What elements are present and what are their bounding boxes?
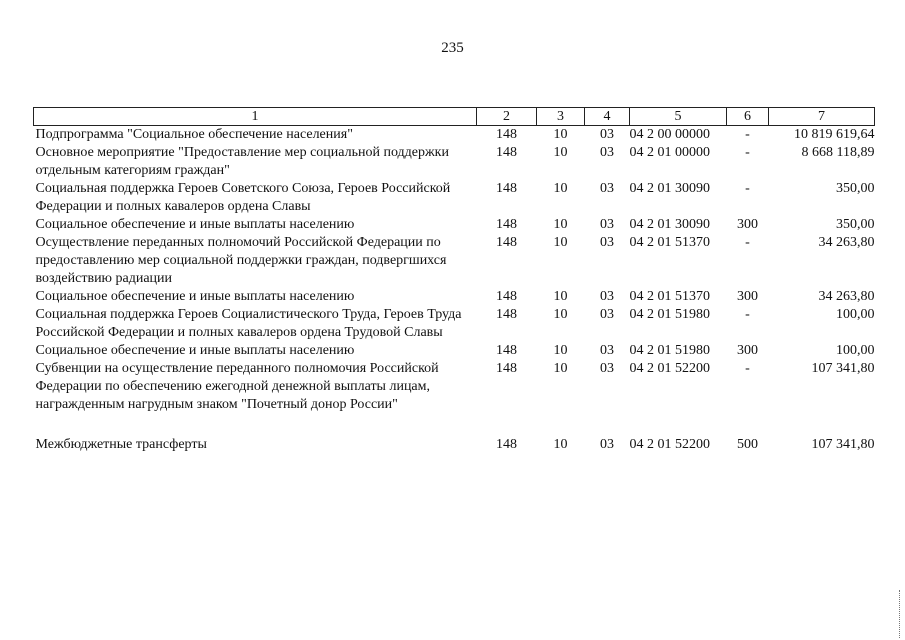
row-amount: 10 819 619,64	[794, 127, 875, 142]
row-name: Межбюджетные трансферты	[35, 437, 207, 452]
column-header: 5	[630, 108, 727, 126]
row-code-3: 10	[553, 307, 568, 322]
spacer-cell	[34, 414, 875, 436]
row-amount: 100,00	[836, 307, 875, 322]
table-spacer-row	[34, 414, 875, 436]
row-name: Социальная поддержка Героев Советского Союза, Героев Российской Федерации и полных кавалеров ордена Славы	[35, 181, 451, 214]
row-code-5: 04 2 01 51980	[629, 307, 710, 322]
table-row	[34, 306, 875, 342]
row-name: Подпрограмма "Социальное обеспечение населения"	[35, 127, 353, 142]
row-name: Осуществление переданных полномочий Российской Федерации по предоставлению мер социальной поддержки граждан, подвергшихся воздействию радиации	[35, 235, 447, 286]
column-header: 4	[585, 108, 630, 126]
row-code-3: 10	[553, 437, 568, 452]
row-code-5: 04 2 00 00000	[629, 127, 710, 142]
row-code-3: 10	[553, 217, 568, 232]
row-code-6: -	[745, 145, 750, 160]
table-row	[34, 342, 875, 360]
row-code-6: -	[745, 127, 750, 142]
row-code-5: 04 2 01 51980	[629, 343, 710, 358]
row-code-3: 10	[553, 361, 568, 376]
row-code-4: 03	[600, 181, 614, 196]
table-row	[34, 126, 875, 145]
scan-edge-marks	[899, 590, 903, 638]
row-amount: 350,00	[836, 217, 875, 232]
row-code-4: 03	[600, 145, 614, 160]
row-code-5: 04 2 01 30090	[629, 217, 710, 232]
row-code-2: 148	[496, 235, 517, 250]
row-code-2: 148	[496, 343, 517, 358]
row-name: Основное мероприятие "Предоставление мер социальной поддержки отдельным категориям граждан"	[35, 145, 449, 178]
row-code-4: 03	[600, 127, 614, 142]
row-code-2: 148	[496, 217, 517, 232]
row-code-4: 03	[600, 437, 614, 452]
budget-table	[33, 107, 875, 454]
table-row	[34, 436, 875, 454]
row-code-6: 500	[737, 437, 758, 452]
row-code-2: 148	[496, 437, 517, 452]
row-amount: 107 341,80	[811, 361, 875, 376]
row-code-3: 10	[553, 145, 568, 160]
table-row	[34, 180, 875, 216]
row-code-4: 03	[600, 343, 614, 358]
row-name: Социальное обеспечение и иные выплаты населению	[35, 217, 355, 232]
row-code-3: 10	[553, 343, 568, 358]
row-code-6: -	[745, 181, 750, 196]
row-code-2: 148	[496, 289, 517, 304]
row-code-2: 148	[496, 361, 517, 376]
row-amount: 8 668 118,89	[801, 145, 875, 160]
row-code-6: -	[745, 307, 750, 322]
row-code-2: 148	[496, 307, 517, 322]
row-code-3: 10	[553, 181, 568, 196]
row-code-4: 03	[600, 361, 614, 376]
column-header: 1	[34, 108, 477, 126]
row-code-3: 10	[553, 127, 568, 142]
row-name: Социальное обеспечение и иные выплаты населению	[35, 289, 355, 304]
row-amount: 100,00	[836, 343, 875, 358]
row-code-6: 300	[737, 217, 758, 232]
row-amount: 350,00	[836, 181, 875, 196]
row-code-5: 04 2 01 30090	[629, 181, 710, 196]
table-header-row	[34, 108, 875, 126]
table-row	[34, 144, 875, 180]
row-name: Социальная поддержка Героев Социалистического Труда, Героев Труда Российской Федерации и полных кавалеров ордена Трудовой Славы	[35, 307, 462, 340]
row-code-6: 300	[737, 343, 758, 358]
row-name: Субвенции на осуществление переданного полномочия Российской Федерации по обеспечению ежегодной денежной выплаты лицам, награжденным нагрудным знаком "Почетный донор России"	[35, 361, 439, 412]
row-code-4: 03	[600, 235, 614, 250]
row-code-3: 10	[553, 235, 568, 250]
row-name: Социальное обеспечение и иные выплаты населению	[35, 343, 355, 358]
row-code-5: 04 2 01 52200	[629, 437, 710, 452]
table-row	[34, 216, 875, 234]
row-code-2: 148	[496, 145, 517, 160]
row-amount: 34 263,80	[818, 235, 875, 250]
row-code-5: 04 2 01 00000	[629, 145, 710, 160]
row-code-4: 03	[600, 289, 614, 304]
row-amount: 34 263,80	[818, 289, 875, 304]
row-code-4: 03	[600, 307, 614, 322]
row-code-2: 148	[496, 181, 517, 196]
table-row	[34, 288, 875, 306]
column-header: 2	[477, 108, 537, 126]
row-code-3: 10	[553, 289, 568, 304]
column-header: 6	[727, 108, 769, 126]
column-header: 3	[537, 108, 585, 126]
row-code-2: 148	[496, 127, 517, 142]
table-row	[34, 360, 875, 414]
column-header: 7	[769, 108, 875, 126]
row-amount: 107 341,80	[811, 437, 875, 452]
table-row	[34, 234, 875, 288]
row-code-4: 03	[600, 217, 614, 232]
page-number: 235	[441, 40, 464, 56]
row-code-6: -	[745, 235, 750, 250]
row-code-5: 04 2 01 51370	[629, 235, 710, 250]
row-code-5: 04 2 01 51370	[629, 289, 710, 304]
row-code-5: 04 2 01 52200	[629, 361, 710, 376]
row-code-6: 300	[737, 289, 758, 304]
row-code-6: -	[745, 361, 750, 376]
